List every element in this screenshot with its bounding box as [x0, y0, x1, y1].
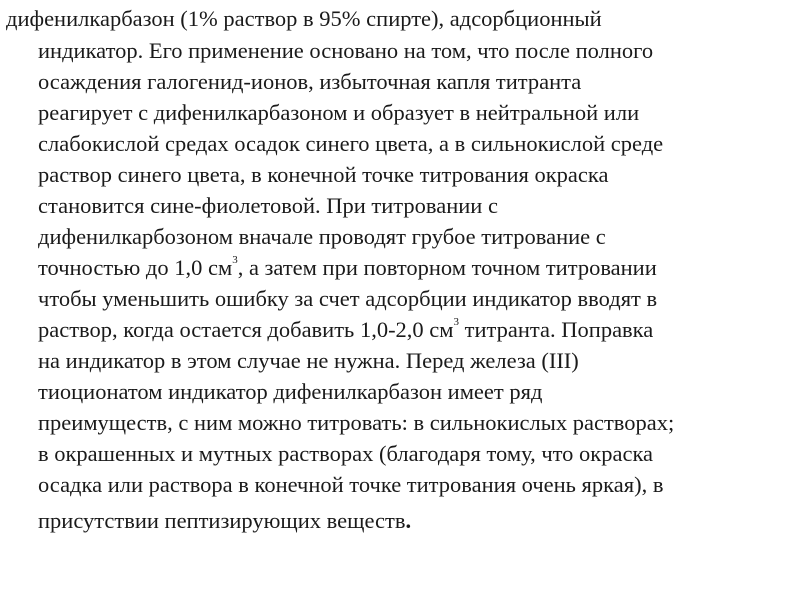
text-line-14: преимуществ, с ним можно титровать: в сильнокислых растворах;: [38, 410, 675, 435]
text-line-12: на индикатор в этом случае не нужна. Перед железа (III): [38, 348, 579, 373]
text-line-17-start: присутствии пептизирующих веществ: [38, 508, 406, 533]
text-line-17: [38, 510, 411, 533]
text-line-9-start: точностью до 1,0 см: [38, 255, 233, 280]
text-line-11-end: титранта. Поправка: [459, 317, 654, 342]
text-line-2: индикатор. Его применение основано на том, что после полного: [38, 38, 654, 63]
text-line-4: реагирует с дифенилкарбазоном и образует в нейтральной или: [38, 100, 640, 125]
superscript-cubic-2: 3: [453, 316, 460, 328]
text-line-10: чтобы уменьшить ошибку за счет адсорбции индикатор вводят в: [38, 286, 658, 311]
text-line-1: дифенилкарбазон (1% раствор в 95% спирте), адсорбционный: [6, 6, 602, 31]
text-line-16: осадка или раствора в конечной точке титрования очень яркая), в: [38, 472, 664, 497]
text-line-15: в окрашенных и мутных растворах (благодаря тому, что окраска: [38, 441, 654, 466]
text-line-3: осаждения галогенид-ионов, избыточная капля титранта: [38, 69, 582, 94]
text-line-9: [38, 254, 657, 280]
text-line-13: тиоционатом индикатор дифенилкарбазон имеет ряд: [38, 379, 543, 404]
text-line-9-end: , а затем при повторном точном титровании: [237, 255, 657, 280]
text-line-11-start: раствор, когда остается добавить 1,0-2,0 см: [38, 317, 454, 342]
text-line-8: дифенилкарбозоном вначале проводят грубое титрование с: [38, 224, 606, 249]
text-line-5: слабокислой средах осадок синего цвета, а в сильнокислой среде: [38, 131, 664, 156]
text-line-17-period: .: [405, 508, 412, 533]
text-line-11: [38, 316, 654, 342]
text-line-6: раствор синего цвета, в конечной точке титрования окраска: [38, 162, 609, 187]
superscript-cubic: 3: [232, 254, 238, 266]
text-line-7: становится сине-фиолетовой. При титровании с: [38, 193, 498, 218]
